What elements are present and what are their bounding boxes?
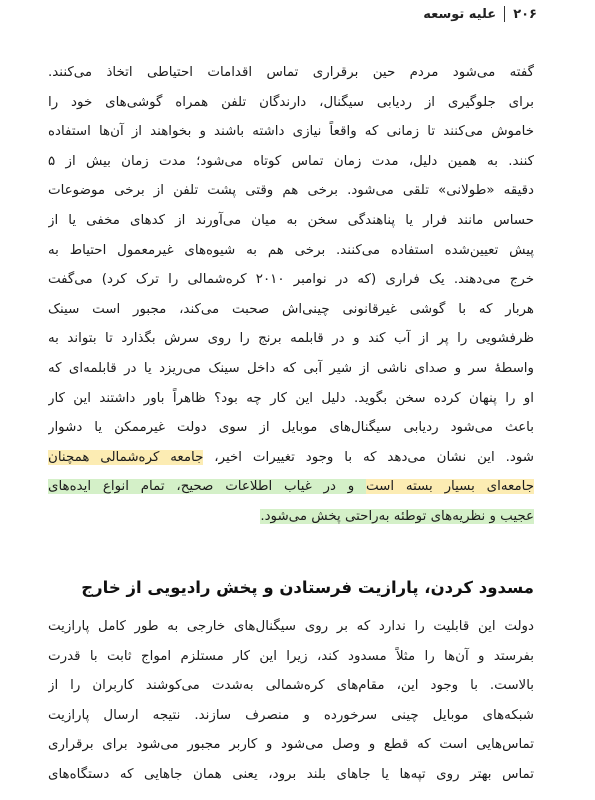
yellow-highlight: جامعه کره‌شمالی همچنان	[48, 449, 204, 465]
paragraph-1	[48, 58, 534, 532]
text-line: شبکه‌های موبایل چینی سرخورده و منصرف سازند. نتیجه ارسال پارازیت	[48, 707, 534, 723]
text-line: بالاست. با وجود این، مقام‌های کره‌شمالی به‌شدت می‌کوشند کاربران را از	[48, 678, 534, 694]
yellow-highlight: جامعه‌ای بسیار بسته است	[366, 479, 534, 495]
text-line: خرج می‌دهند. یک فراری (که در نوامبر ۲۰۱۰ کره‌شمالی را ترک کرد) می‌گفت	[48, 272, 534, 288]
text-line: گفته می‌شود مردم حین برقراری تماس اقدامات احتیاطی اتخاذ می‌کنند.	[48, 65, 534, 80]
text-line: کنند. به همین دلیل، مدت زمان تماس کوتاه می‌شود؛ مدت زمان بیش از ۵	[48, 153, 534, 169]
green-highlight: عجیب و نظریه‌های توطئه به‌راحتی پخش می‌شود.	[260, 508, 534, 524]
text-line: هربار که با گوشی غیرقانونی چینی‌اش صحبت می‌کند، مجبور است سینک	[48, 301, 534, 317]
text-line: ظرفشویی را پر از آب کند و در قابلمه برنج را روی سرش بگذارد تا بتواند به	[48, 331, 534, 347]
text-line: خاموش می‌کنند تا زمانی که واقعاً نیازی داشته باشند و بخواهند از آن‌ها استفاده	[48, 124, 534, 140]
text-line: برای جلوگیری از ردیابی سیگنال، دارندگان تلفن همراه گوشی‌های خود را	[48, 94, 534, 110]
text-line: واسطهٔ سر و صدای ناشی از شیر آبی که داخل سینک می‌ریزد یا در قابلمه‌ای که	[48, 360, 534, 376]
text-line: بفرستد و آن‌ها را مثلاً مسدود کند، زیرا این کار مستلزم امواج ثابت با قدرت	[48, 648, 534, 664]
text-line: حساس مانند فرار یا پناهندگی سخن به میان می‌آورند از کدهای مخفی یا از	[48, 212, 534, 228]
text-line: باعث می‌شود ردیابی سیگنال‌های موبایل از سوی دولت غیرممکن یا دشوار	[48, 420, 534, 436]
text-line: تماس بهتر روی تپه‌ها یا جاهای بلند برود، یعنی همان جاهایی که دستگاه‌های	[48, 766, 534, 782]
running-title: علیه توسعه	[423, 6, 497, 22]
text-line	[48, 472, 534, 502]
paragraph-2	[48, 612, 534, 790]
page-number: ۲۰۶	[513, 6, 537, 22]
text-line: او را پنهان کرده سخن بگوید. دلیل این کار چه بود؟ ظاهراً باور داشتند این کار	[48, 390, 534, 406]
text-line: دولت این قابلیت را ندارد که بر روی سیگنال‌های خارجی به طور کامل پارازیت	[48, 619, 534, 634]
text-line: تماس‌هایی است که قطع و وصل می‌شود و کاربر مجبور می‌شود برای برقراری	[48, 737, 534, 753]
text-line: پیش تعیین‌شده استفاده می‌کنند. برخی هم به شیوه‌های غیرمعمول احتیاط به	[48, 242, 534, 258]
text-line	[48, 502, 534, 532]
running-header	[423, 6, 537, 22]
green-highlight: و در غیاب اطلاعات صحیح، تمام انواع ایده‌های	[48, 479, 367, 495]
header-divider	[504, 6, 505, 22]
section-heading: مسدود کردن، پارازیت فرستادن و پخش رادیویی از خارج	[81, 578, 534, 597]
text-line	[48, 443, 534, 473]
text-line: دقیقه «طولانی» تلقی می‌شود. برخی هم وقتی پشت تلفن از برخی موضوعات	[48, 183, 534, 199]
plain-text: شود. این نشان می‌دهد که با وجود تغییرات اخیر،	[203, 449, 534, 465]
